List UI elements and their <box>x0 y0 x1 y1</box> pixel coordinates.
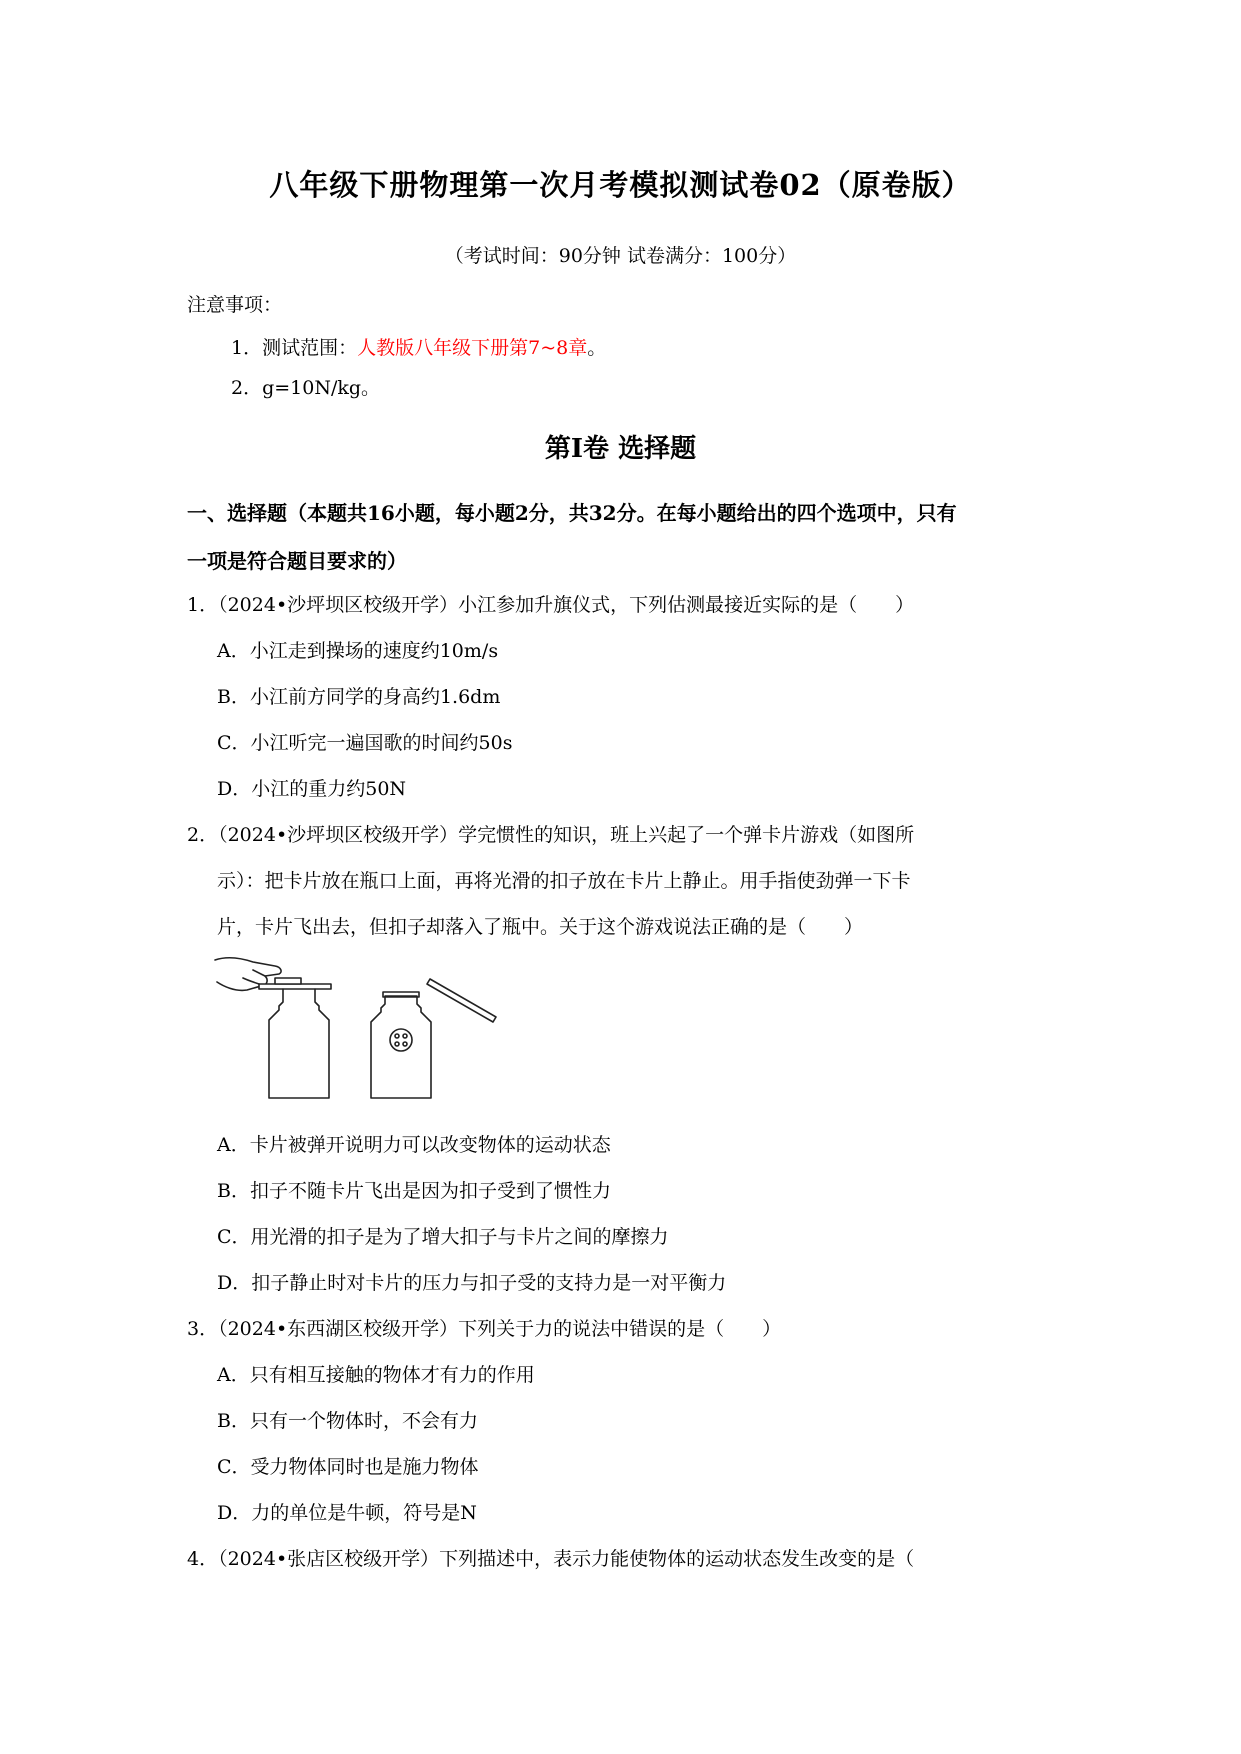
button-on-card <box>275 978 301 984</box>
q3-option-c: C．受力物体同时也是施力物体 <box>217 1456 479 1478</box>
note-period: 。 <box>587 337 607 359</box>
question-1-stem <box>187 590 914 617</box>
flying-card <box>427 979 496 1022</box>
exam-info: （考试时间：90分钟 试卷满分：100分） <box>444 245 797 267</box>
question-text: （2024•沙坪坝区校级开学）小江参加升旗仪式，下列估测最接近实际的是（ ） <box>218 594 915 616</box>
q3-option-a: A．只有相互接触的物体才有力的作用 <box>217 1364 535 1386</box>
question-number: 3． <box>187 1318 219 1340</box>
note-label: 测试范围： <box>262 337 358 359</box>
q2-option-d: D．扣子静止时对卡片的压力与扣子受的支持力是一对平衡力 <box>217 1272 727 1294</box>
q1-option-b: B．小江前方同学的身高约1.6dm <box>217 686 501 708</box>
page-title: 八年级下册物理第一次月考模拟测试卷02（原卷版） <box>269 168 972 202</box>
question-number: 2． <box>187 824 219 846</box>
section-title: 第Ⅰ卷 选择题 <box>544 434 697 464</box>
q1-option-d: D．小江的重力约50N <box>217 778 407 800</box>
notes-heading: 注意事项： <box>187 294 283 316</box>
q3-option-d: D．力的单位是牛顿，符号是N <box>217 1502 477 1524</box>
part-heading-line2: 一项是符合题目要求的） <box>187 549 407 573</box>
q1-option-c: C．小江听完一遍国歌的时间约50s <box>217 732 513 754</box>
card-flick-illustration <box>213 952 513 1106</box>
note-number: 1． <box>231 337 263 359</box>
note-text: g=10N/kg。 <box>262 377 381 399</box>
note-number: 2． <box>231 377 263 399</box>
right-bottle <box>371 996 431 1098</box>
question-2-stem-line2: 示）：把卡片放在瓶口上面，再将光滑的扣子放在卡片上静止。用手指使劲弹一下卡 <box>217 870 911 892</box>
q2-option-a: A．卡片被弹开说明力可以改变物体的运动状态 <box>217 1134 611 1156</box>
note-item-1 <box>231 333 606 360</box>
q2-option-c: C．用光滑的扣子是为了增大扣子与卡片之间的摩擦力 <box>217 1226 669 1248</box>
question-2-stem-line3: 片，卡片飞出去，但扣子却落入了瓶中。关于这个游戏说法正确的是（ ） <box>217 916 864 938</box>
q2-option-b: B．扣子不随卡片飞出是因为扣子受到了惯性力 <box>217 1180 611 1202</box>
question-text: （2024•东西湖区校级开学）下列关于力的说法中错误的是（ ） <box>218 1318 782 1340</box>
question-2-stem <box>187 820 914 847</box>
note-scope: 人教版八年级下册第7~8章 <box>357 337 588 359</box>
question-3-stem <box>187 1314 781 1341</box>
note-item-2 <box>231 373 380 400</box>
question-4-stem <box>187 1544 914 1571</box>
q3-option-b: B．只有一个物体时，不会有力 <box>217 1410 478 1432</box>
part-heading-line1: 一、选择题（本题共16小题，每小题2分，共32分。在每小题给出的四个选项中，只有 <box>187 501 957 525</box>
button-in-bottle <box>390 1029 412 1051</box>
q1-option-a: A．小江走到操场的速度约10m/s <box>217 640 499 662</box>
question-number: 1． <box>187 594 219 616</box>
question-text: （2024•沙坪坝区校级开学）学完惯性的知识，班上兴起了一个弹卡片游戏（如图所 <box>218 824 915 846</box>
question-number: 4． <box>187 1548 219 1570</box>
question-text: （2024•张店区校级开学）下列描述中，表示力能使物体的运动状态发生改变的是（ <box>218 1548 915 1570</box>
left-bottle <box>269 989 329 1098</box>
